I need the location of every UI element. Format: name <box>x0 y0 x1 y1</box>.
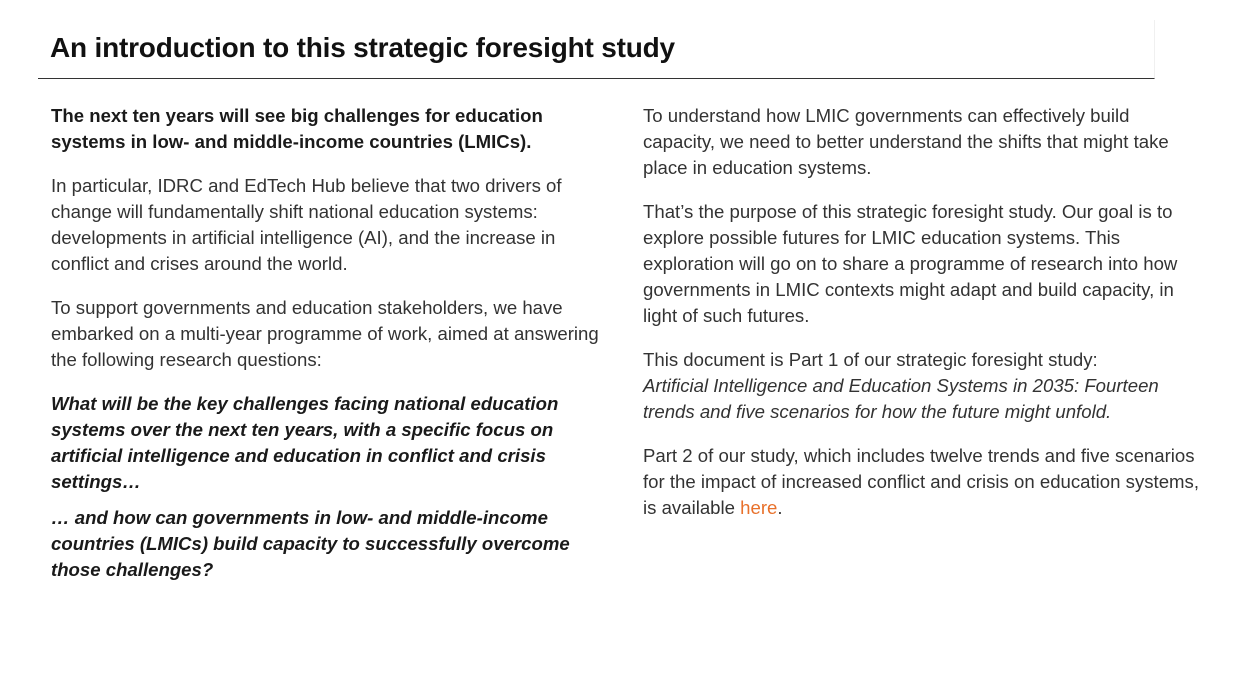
page-title: An introduction to this strategic foresight study <box>50 32 675 63</box>
part2-end: . <box>777 497 783 518</box>
part1-intro: This document is Part 1 of our strategic foresight study: <box>643 349 1098 370</box>
right-column <box>643 103 1203 539</box>
part1-paragraph <box>643 347 1203 425</box>
drivers-paragraph: In particular, IDRC and EdTech Hub believe that two drivers of change will fundamentally shift national education systems: developments in artificial intelligence (AI), and the increase in conflict and crises around the world. <box>51 175 562 274</box>
left-column <box>51 103 616 601</box>
part2-paragraph <box>643 443 1203 521</box>
lead-paragraph: The next ten years will see big challenges for education systems in low- and middle-income countries (LMICs). <box>51 105 543 152</box>
part1-title: Artificial Intelligence and Education Systems in 2035: Fourteen trends and five scenarios for how the future might unfold. <box>643 375 1159 422</box>
title-bar <box>38 20 1155 79</box>
research-question-1: What will be the key challenges facing national education systems over the next ten years, with a specific focus on artificial intelligence and education in conflict and crisis settings… <box>51 393 559 492</box>
purpose-paragraph: That’s the purpose of this strategic foresight study. Our goal is to explore possible futures for LMIC education systems. This exploration will go on to share a programme of research into how governments in LMIC contexts might adapt and build capacity, in light of such futures. <box>643 201 1178 326</box>
programme-paragraph: To support governments and education stakeholders, we have embarked on a multi-year programme of work, aimed at answering the following research questions: <box>51 297 599 370</box>
capacity-paragraph: To understand how LMIC governments can effectively build capacity, we need to better understand the shifts that might take place in education systems. <box>643 105 1169 178</box>
part2-text: Part 2 of our study, which includes twelve trends and five scenarios for the impact of increased conflict and crisis on education systems, is available <box>643 445 1200 518</box>
here-link[interactable]: here <box>740 497 778 518</box>
research-question-2: … and how can governments in low- and middle-income countries (LMICs) build capacity to successfully overcome those challenges? <box>51 507 570 580</box>
